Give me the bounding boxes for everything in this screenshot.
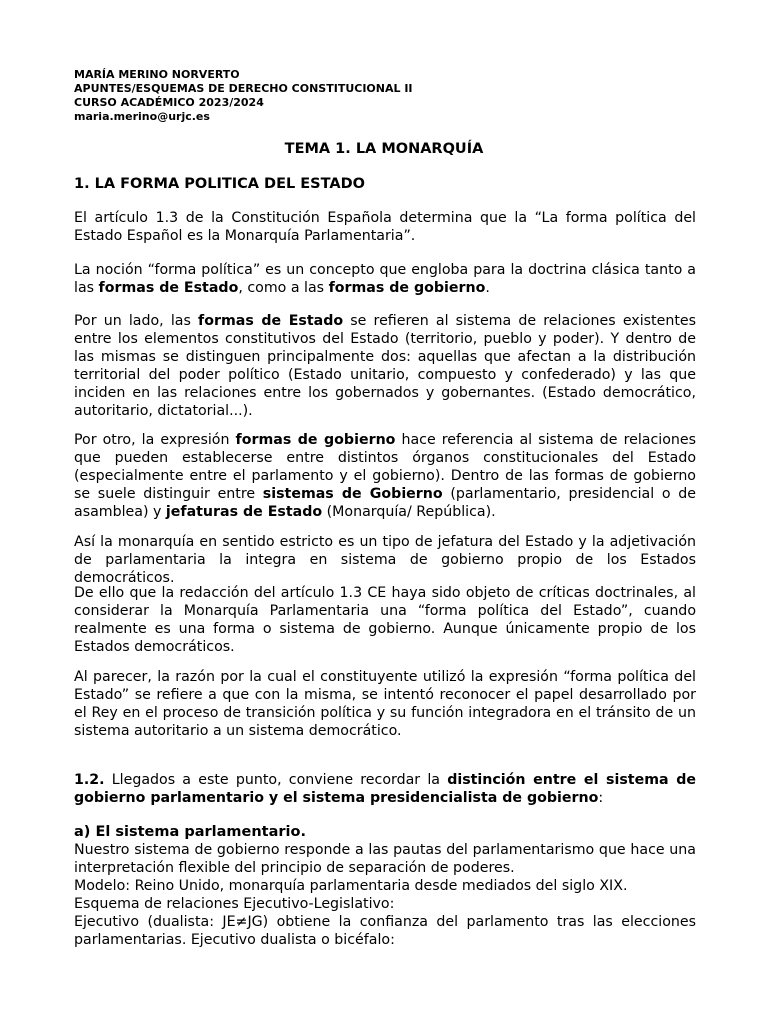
text-run: (parlamentario, presidencial o de asamblea) y xyxy=(74,486,696,520)
paragraph-text: Al parecer, la razón por la cual el constituyente utilizó la expresión “forma política del Estado” se refiere a que con la misma, se intentó reconocer el papel desarrollado por el Rey en el proceso de transición política y su función integradora en el tránsito de un sistema autoritario a un sistema democrático. xyxy=(74,669,696,739)
text-run: se refieren al sistema de relaciones existentes entre los elementos constitutivos del Estado (territorio, pueblo y poder). Y dentro de las mismas se distinguen principalmente dos: aquellas que afectan a la distribución territorial del poder político (Estado unitario, compuesto y confederado) y las que inciden en las relaciones entre los gobernados y gobernantes. (Estado democrático, autoritario, dictatorial...). xyxy=(74,313,697,419)
paragraph-5 xyxy=(74,533,696,587)
subsection-heading: a) El sistema parlamentario. xyxy=(74,824,306,840)
text-run: (Monarquía/ República). xyxy=(322,504,496,520)
paragraph-3 xyxy=(74,312,696,420)
subsection-line: Modelo: Reino Unido, monarquía parlamentaria desde mediados del siglo XIX. xyxy=(74,878,628,894)
paragraph-1 xyxy=(74,209,696,245)
subsection-line: Ejecutivo (dualista: JE≠JG) obtiene la confianza del parlamento tras las elecciones parlamentarias. Ejecutivo dualista o bicéfalo: xyxy=(74,914,696,948)
bold-term: distinción entre el sistema de gobierno parlamentario y el sistema presidencialista de gobierno xyxy=(74,772,696,806)
bold-term: sistemas de Gobierno xyxy=(262,486,443,502)
paragraph-6 xyxy=(74,584,696,656)
paragraph-7 xyxy=(74,668,696,740)
course-subject: APUNTES/ESQUEMAS DE DERECHO CONSTITUCIONAL II xyxy=(74,82,413,95)
bold-term: formas de gobierno xyxy=(328,280,486,296)
academic-year: CURSO ACADÉMICO 2023/2024 xyxy=(74,96,264,109)
paragraph-text: El artículo 1.3 de la Constitución Española determina que la “La forma política del Estado Español es la Monarquía Parlamentaria”. xyxy=(74,210,696,244)
bold-term: formas de Estado xyxy=(98,280,239,296)
text-run: La noción “forma política” es un concepto que engloba para la doctrina clásica tanto a las xyxy=(74,262,696,296)
paragraph-text: De ello que la redacción del artículo 1.3 CE haya sido objeto de críticas doctrinales, al considerar la Monarquía Parlamentaria una “forma política del Estado”, cuando realmente es una forma o sistema de gobierno. Aunque únicamente propio de los Estados democráticos. xyxy=(74,585,696,655)
document-header xyxy=(74,68,413,124)
bold-term: jefaturas de Estado xyxy=(165,504,323,520)
text-run: Llegados a este punto, conviene recordar la xyxy=(104,772,448,788)
text-run: Por un lado, las xyxy=(74,313,199,329)
paragraph-4 xyxy=(74,431,696,521)
section-number: 1.2. xyxy=(74,772,105,788)
subsection-a xyxy=(74,823,696,949)
section-heading-1: 1. LA FORMA POLITICA DEL ESTADO xyxy=(74,176,365,192)
subsection-line: Nuestro sistema de gobierno responde a las pautas del parlamentarismo que hace una interpretación flexible del principio de separación de poderes. xyxy=(74,842,696,876)
text-run: hace referencia al sistema de relaciones que pueden establecerse entre distintos órganos constitucionales del Estado (especialmente entre el parlamento y el gobierno). Dentro de las formas de gobierno se suele distinguir entre xyxy=(74,432,696,502)
page-title: TEMA 1. LA MONARQUÍA xyxy=(284,141,484,157)
text-run: , como a las xyxy=(238,280,329,296)
text-run: : xyxy=(598,790,604,806)
text-run: . xyxy=(485,280,490,296)
author-email: maria.merino@urjc.es xyxy=(74,110,210,123)
bold-term: formas de Estado xyxy=(198,313,344,329)
paragraph-2 xyxy=(74,261,696,297)
text-run: Por otro, la expresión xyxy=(74,432,236,448)
bold-term: formas de gobierno xyxy=(235,432,396,448)
paragraph-8 xyxy=(74,771,696,807)
paragraph-text: Así la monarquía en sentido estricto es un tipo de jefatura del Estado y la adjetivación de parlamentaria la integra en sistema de gobierno propio de los Estados democráticos. xyxy=(74,534,696,586)
subsection-line: Esquema de relaciones Ejecutivo-Legislativo: xyxy=(74,896,395,912)
author-name: MARÍA MERINO NORVERTO xyxy=(74,68,240,81)
